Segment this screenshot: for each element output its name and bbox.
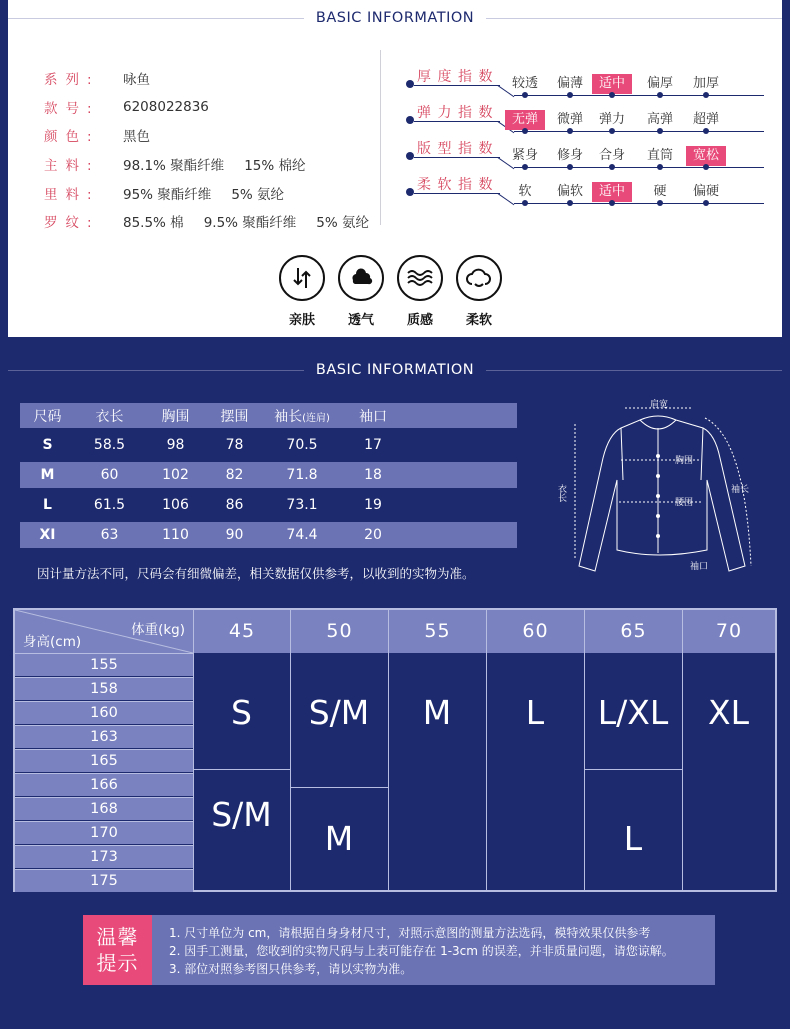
size-table-cell: 106 [162,497,189,513]
height-row-header: 160 [15,701,193,724]
product-info-card [8,0,782,337]
scale-option: 超弹 [692,112,719,127]
divider [486,370,782,371]
vertical-divider [380,50,381,225]
scale-option-selected: 无弹 [505,110,545,130]
tips-badge-line: 温馨 [96,925,139,949]
height-row-header: 158 [15,677,193,700]
size-table-cell: 18 [364,467,382,483]
feature-skin-friendly [278,255,326,328]
scale-option: 加厚 [692,76,719,91]
tip-line: 3. 部位对照参考图只供参考，请以实物为准。 [169,962,413,976]
soft-icon [456,255,502,301]
weight-header: 60 [486,610,584,653]
scale-option: 合身 [598,148,625,163]
size-recommendation: S [231,693,252,732]
weight-header: 55 [388,610,486,653]
scale-marker [406,80,414,88]
size-recommendation: L [525,693,545,732]
tip-line: 2. 因手工测量，您收到的实物尺码与上表可能存在 1-3cm 的误差，并非质量问题，请您谅解。 [169,944,674,958]
spec-label: 罗纹: [44,215,100,232]
size-table [20,403,517,552]
chest-label: 胸围 [675,456,694,466]
divider [486,18,782,19]
scale-name: 弹力指数 [417,105,499,121]
size-table-cell: 86 [225,497,244,513]
spec-value-text: 15% 棉纶 [244,158,306,175]
scale-option: 偏厚 [646,76,673,91]
feature-breathable [337,255,385,328]
header-cell: 尺码 [33,408,62,425]
index-scale [400,170,764,206]
feature-label: 透气 [347,313,374,328]
size-recommendation: XL [708,693,749,732]
height-row-header: 168 [15,797,193,820]
height-row-header: 170 [15,821,193,844]
sleeve-label: 袖长 [731,485,750,495]
header-text: 袖长 [274,408,303,425]
size-table-header [20,403,517,428]
feature-label: 亲肤 [288,313,315,328]
feature-soft [455,255,503,328]
size-table-row [20,492,517,518]
size-table-cell: 90 [225,527,244,543]
grid-row-line [290,787,388,788]
spec-row [44,207,369,236]
skin-friendly-icon [279,255,325,301]
scale-option: 偏软 [556,184,583,199]
header-cell: 衣长 [95,408,124,425]
grid-corner [15,610,193,653]
hem-label: 腰围 [675,498,694,508]
size-table-cell: 58.5 [93,437,126,453]
size-table-cell: 71.8 [286,467,318,483]
index-scale [400,62,764,98]
size-table-cell: 60 [100,467,119,483]
scale-name: 版型指数 [417,141,499,157]
spec-value [123,183,284,203]
scale-baseline [514,131,764,132]
grid-row-line [584,769,682,770]
weight-header: 65 [584,610,682,653]
spec-value [123,154,306,174]
scale-option: 直筒 [646,148,673,163]
scale-name: 柔软指数 [417,177,499,193]
scale-baseline [514,203,764,204]
scale-option-selected: 宽松 [686,146,726,166]
size-recommendation: S/M [211,795,272,834]
index-scales [400,62,764,206]
size-table-cell: 17 [364,437,382,453]
scale-baseline [514,95,764,96]
size-table-cell: XI [39,527,56,543]
scale-option: 弹力 [598,112,625,127]
height-axis-label: 身高(cm) [23,634,82,650]
size-table-row [20,462,517,488]
height-row-header: 165 [15,749,193,772]
scale-option: 偏薄 [556,76,583,91]
size-table-cell: 20 [364,527,382,543]
basic-info-header [8,8,782,28]
size-table-cell: 61.5 [93,497,126,513]
scale-option-selected: 适中 [592,74,632,94]
feature-icons [278,255,503,328]
measurement-note: 因计量方法不同，尺码会有细微偏差，相关数据仅供参考，以收到的实物为准。 [37,566,475,581]
header-cell: 胸围 [161,408,190,425]
scale-dot [567,200,573,206]
scale-marker [406,188,414,196]
scale-option: 高弹 [646,112,673,127]
tips-lines [169,924,674,978]
spec-row [44,178,369,207]
size-table-row [20,522,517,548]
feature-texture [396,255,444,328]
product-spec-list [44,64,369,236]
size-table-cell: L [43,497,52,513]
length-label: 衣长 [556,484,566,502]
feature-label: 质感 [406,313,433,328]
size-table-cell: 63 [100,527,119,543]
weight-header: 70 [682,610,775,653]
spec-label: 款号: [44,100,100,117]
spec-value [123,68,150,88]
size-table-cell: 74.4 [286,527,318,543]
texture-icon [397,255,443,301]
size-table-cell: 102 [162,467,189,483]
tips-badge [83,915,152,985]
size-table-cell: 98 [166,437,185,453]
size-table-cell: 110 [162,527,189,543]
index-scale [400,134,764,170]
spec-label: 里料: [44,186,100,203]
cuff-label: 袖口 [690,562,709,572]
size-table-cell: 82 [225,467,244,483]
spec-value [123,99,209,115]
height-row-header: 155 [15,653,193,676]
size-table-cell: 73.1 [286,497,318,513]
size-info-header [8,360,782,380]
height-row-header: 166 [15,773,193,796]
spec-value-text: 6208022836 [123,98,209,115]
weight-header: 50 [290,610,388,653]
tips-badge-line: 提示 [96,951,139,975]
section-title: BASIC INFORMATION [315,10,475,26]
section-title: BASIC INFORMATION [315,362,475,378]
size-recommendation: L/XL [597,693,669,732]
scale-option: 修身 [556,148,583,163]
height-row-header: 175 [15,869,193,892]
weight-header: 45 [193,610,290,653]
shoulder-label: 肩宽 [650,400,669,410]
spec-row [44,150,369,179]
size-table-row [20,432,517,458]
size-table-cell: 78 [225,437,244,453]
divider [8,18,304,19]
size-table-cell: M [40,467,55,483]
scale-baseline [514,167,764,168]
grid-column-line [388,653,389,890]
height-row-header: 173 [15,845,193,868]
size-recommendation: L [623,819,643,858]
size-table-cell: 19 [364,497,382,513]
grid-row-line [193,769,290,770]
spec-value-text: 95% 聚酯纤维 [123,186,212,203]
height-row-header: 163 [15,725,193,748]
tips-box [83,915,715,985]
spec-row [44,121,369,150]
header-cell [262,406,342,426]
garment-diagram [555,398,760,576]
spec-value-text: 咏鱼 [123,72,150,89]
scale-option: 软 [518,184,532,199]
spec-value-text: 5% 氨纶 [316,215,369,232]
scale-dot [657,200,663,206]
scale-marker [406,116,414,124]
tip-line: 1. 尺寸单位为 cm，请根据自身身材尺寸，对照示意图的测量方法选码，模特效果仅供参考 [169,926,651,940]
scale-name: 厚度指数 [417,69,499,85]
divider [8,370,304,371]
spec-value-text: 9.5% 聚酯纤维 [203,215,297,232]
scale-dot [703,200,709,206]
scale-option: 微弹 [556,112,583,127]
header-cell: 袖口 [359,408,387,425]
spec-value-text: 5% 氨纶 [231,186,285,203]
scale-marker [406,152,414,160]
feature-label: 柔软 [465,313,492,328]
header-cell: 摆围 [220,408,249,425]
size-recommendation: M [422,693,452,732]
weight-axis-label: 体重(kg) [131,622,185,638]
size-table-cell: 70.5 [286,437,318,453]
spec-label: 颜色: [44,129,100,146]
size-recommendation: S/M [308,693,370,732]
scale-option: 硬 [653,184,667,199]
spec-value-text: 98.1% 聚酯纤维 [123,158,225,175]
breathable-icon [338,255,384,301]
scale-option: 偏硬 [692,184,719,199]
spec-label: 系列: [44,72,100,89]
spec-row [44,93,369,122]
scale-option: 紧身 [511,148,538,163]
spec-value-text: 黑色 [123,129,150,146]
spec-row [44,64,369,93]
spec-value [123,125,150,145]
grid-column-line [486,653,487,890]
scale-option: 较透 [511,76,538,91]
grid-column-line [682,653,683,890]
header-note: (连肩) [302,412,330,424]
spec-label: 主料: [44,158,100,175]
size-table-cell: S [42,437,53,453]
size-recommend-grid [13,608,777,892]
size-recommendation: M [324,819,354,858]
scale-dot [522,200,528,206]
scale-option-selected: 适中 [592,182,632,202]
grid-column-line [193,653,194,890]
spec-value-text: 85.5% 棉 [123,215,184,232]
index-scale [400,98,764,134]
scale-dot [609,200,615,206]
spec-value [123,211,369,231]
